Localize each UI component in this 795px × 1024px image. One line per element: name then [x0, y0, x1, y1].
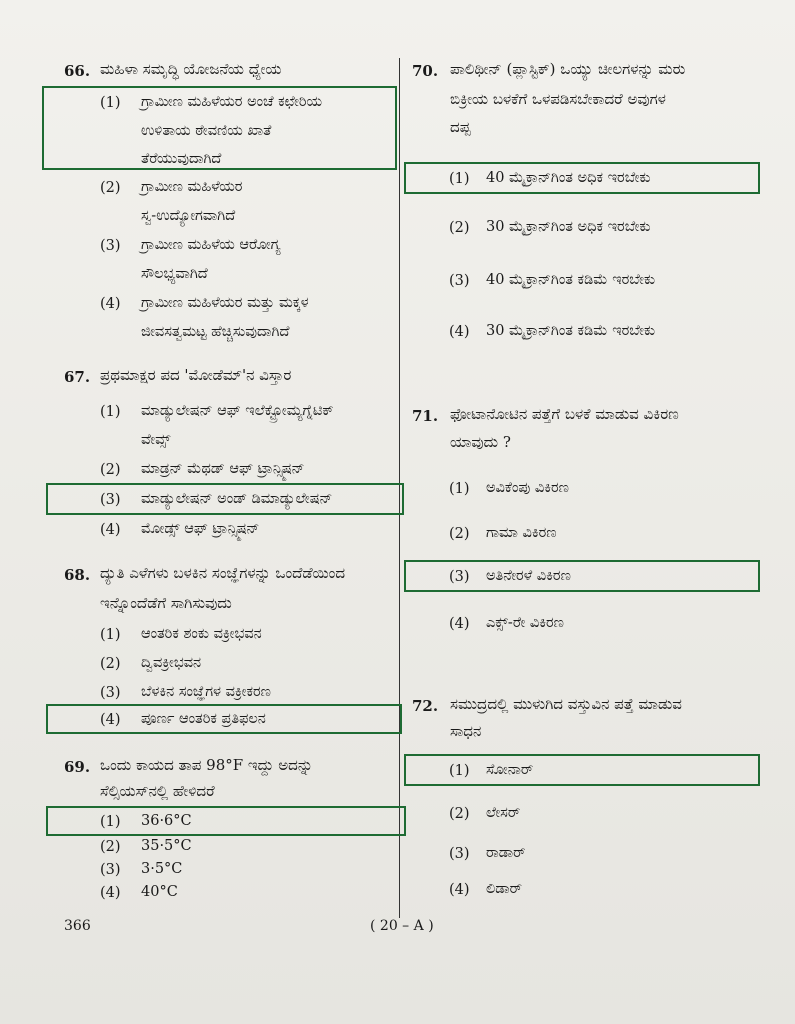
q66-option-4-number: (4) — [100, 296, 121, 312]
question-72-line-1: ಸಮುದ್ರದಲ್ಲಿ ಮುಳುಗಿದ ವಸ್ತುವಿನ ಪತ್ತೆ ಮಾಡುವ — [450, 695, 682, 713]
q66-option-4-line-2: ಜೀವಸತ್ವಮಟ್ಟ ಹೆಚ್ಚಿಸುವುದಾಗಿದೆ — [141, 324, 290, 340]
q71-option-2-line-1: ಗಾಮಾ ವಿಕಿರಣ — [486, 525, 557, 541]
q71-option-4-number: (4) — [449, 616, 470, 632]
q70-option-3-line-1: 40 ಮೈಕ್ರಾನ್‌ಗಿಂತ ಕಡಿಮೆ ಇರಬೇಕು — [486, 272, 656, 288]
q66-option-2-line-1: ಗ್ರಾಮೀಣ ಮಹಿಳೆಯರ — [141, 179, 243, 195]
q70-option-1-line-1: 40 ಮೈಕ್ರಾನ್‌ಗಿಂತ ಅಧಿಕ ಇರಬೇಕು — [486, 170, 651, 186]
q68-option-4-number: (4) — [100, 712, 121, 728]
q68-option-1-line-1: ಆಂತರಿಕ ಶಂಕು ವಕ್ರೀಭವನ — [141, 626, 262, 642]
q69-option-3-line-1: 3·5°C — [141, 861, 183, 877]
q66-option-1-number: (1) — [100, 95, 121, 111]
q67-option-4-number: (4) — [100, 522, 121, 538]
question-68-line-1: ದ್ಯುತಿ ಎಳೆಗಳು ಬಳಕಿನ ಸಂಜ್ಞೆಗಳನ್ನು ಒಂದೆಡೆಯಿಂದ — [100, 564, 346, 582]
q66-option-3-number: (3) — [100, 238, 121, 254]
q66-option-2-number: (2) — [100, 180, 121, 196]
q67-option-1-line-2: ವೇವ್ಸ್ — [141, 432, 171, 448]
q70-option-1-number: (1) — [449, 171, 470, 187]
q68-option-3-number: (3) — [100, 685, 121, 701]
q68-option-2-line-1: ದ್ವಿವಕ್ರೀಭವನ — [141, 655, 202, 671]
question-68-line-2: ಇನ್ನೊಂದೆಡೆಗೆ ಸಾಗಿಸುವುದು — [100, 594, 232, 612]
question-70-line-3: ದಪ್ಪ — [450, 118, 471, 136]
q67-option-1-number: (1) — [100, 404, 121, 420]
q72-option-2-line-1: ಲೇಸರ್ — [486, 805, 521, 821]
q70-option-4-number: (4) — [449, 324, 470, 340]
question-69-line-2: ಸೆಲ್ಸಿಯಸ್‌ನಲ್ಲಿ ಹೇಳಿದರೆ — [100, 782, 215, 800]
question-69-number: 69. — [64, 758, 91, 776]
question-71-line-1: ಫೋಟಾನೋಟಿನ ಪತ್ತೆಗೆ ಬಳಕೆ ಮಾಡುವ ವಿಕಿರಣ — [450, 405, 679, 423]
question-66-text: ಮಹಿಳಾ ಸಮೃದ್ಧಿ ಯೋಜನೆಯ ಧ್ಯೇಯ — [100, 60, 282, 78]
q69-option-1-line-1: 36·6°C — [141, 813, 192, 829]
q72-option-1-line-1: ಸೋನಾರ್ — [486, 762, 534, 778]
q72-option-4-number: (4) — [449, 882, 470, 898]
q69-option-2-line-1: 35·5°C — [141, 838, 192, 854]
q68-option-1-number: (1) — [100, 627, 121, 643]
question-72-number: 72. — [412, 697, 439, 715]
question-67-text: ಪ್ರಥಮಾಕ್ಷರ ಪದ 'ಮೋಡೆಮ್'ನ ವಿಸ್ತಾರ — [100, 366, 292, 384]
q70-option-3-number: (3) — [449, 273, 470, 289]
question-71-line-2: ಯಾವುದು ? — [450, 433, 511, 451]
q67-option-4-line-1: ಮೋಡ್ಸ್ ಆಫ್ ಟ್ರಾನ್ಸ್ಮಿಷನ್ — [141, 521, 260, 537]
q66-option-1-line-2: ಉಳಿತಾಯ ಠೇವಣಿಯ ಖಾತೆ — [141, 123, 272, 139]
q66-option-1-line-1: ಗ್ರಾಮೀಣ ಮಹಿಳೆಯರ ಅಂಚೆ ಕಛೇರಿಯ — [141, 94, 323, 110]
q67-option-3-line-1: ಮಾಡ್ಯುಲೇಷನ್ ಅಂಡ್ ಡಿಮಾಡ್ಯುಲೇಷನ್ — [141, 491, 333, 507]
question-69-line-1: ಒಂದು ಕಾಯದ ತಾಪ 98°F ಇದ್ದು ಅದನ್ನು — [100, 756, 313, 774]
question-70-line-2: ಬಿಕ್ರೀಯ ಬಳಕೆಗೆ ಒಳಪಡಿಸಬೇಕಾದರೆ ಅವುಗಳ — [450, 90, 666, 108]
question-70-line-1: ಪಾಲಿಥೀನ್ (ಪ್ಲಾಸ್ಟಿಕ್) ಒಯ್ಯು ಚೀಲಗಳನ್ನು ಮರು — [450, 60, 686, 78]
question-66-number: 66. — [64, 62, 91, 80]
question-70-number: 70. — [412, 62, 439, 80]
q69-option-2-number: (2) — [100, 839, 121, 855]
q70-option-2-line-1: 30 ಮೈಕ್ರಾನ್‌ಗಿಂತ ಅಧಿಕ ಇರಬೇಕು — [486, 219, 651, 235]
q66-option-3-line-1: ಗ್ರಾಮೀಣ ಮಹಿಳೆಯ ಆರೋಗ್ಯ — [141, 237, 281, 253]
q68-option-2-number: (2) — [100, 656, 121, 672]
q70-option-4-line-1: 30 ಮೈಕ್ರಾನ್‌ಗಿಂತ ಕಡಿಮೆ ಇರಬೇಕು — [486, 323, 656, 339]
q71-option-1-line-1: ಅವಿಕೆಂಪು ವಿಕಿರಣ — [486, 480, 569, 496]
q66-option-2-line-2: ಸ್ವ-ಉದ್ಯೋಗವಾಗಿದೆ — [141, 208, 236, 224]
q70-option-2-number: (2) — [449, 220, 470, 236]
q72-option-3-line-1: ರಾಡಾರ್ — [486, 845, 526, 861]
q72-option-4-line-1: ಲಿಡಾರ್ — [486, 881, 522, 897]
booklet-code: ( 20 – A ) — [370, 918, 434, 934]
q66-option-4-line-1: ಗ್ರಾಮೀಣ ಮಹಿಳೆಯರ ಮತ್ತು ಮಕ್ಕಳ — [141, 295, 309, 311]
q71-option-3-number: (3) — [449, 569, 470, 585]
q67-option-3-number: (3) — [100, 492, 121, 508]
q67-option-1-line-1: ಮಾಡ್ಯುಲೇಷನ್ ಆಫ್ ಇಲೆಕ್ಟ್ರೋಮ್ಯಗ್ನೆಟಿಕ್ — [141, 403, 334, 419]
q67-option-2-line-1: ಮಾಡ್ರನ್ ಮೆಥಡ್ ಆಫ್ ಟ್ರಾನ್ಸ್ಮಿಷನ್ — [141, 461, 305, 477]
q66-option-3-line-2: ಸೌಲಭ್ಯವಾಗಿದೆ — [141, 266, 208, 282]
q71-option-2-number: (2) — [449, 526, 470, 542]
q71-option-4-line-1: ಎಕ್ಸ್‌-ರೇ ವಿಕಿರಣ — [486, 615, 564, 631]
q69-option-1-number: (1) — [100, 814, 121, 830]
question-72-line-2: ಸಾಧನ — [450, 722, 482, 740]
q72-option-2-number: (2) — [449, 806, 470, 822]
question-68-number: 68. — [64, 566, 91, 584]
q69-option-3-number: (3) — [100, 862, 121, 878]
question-67-number: 67. — [64, 368, 91, 386]
page-number: 366 — [64, 918, 91, 934]
q68-option-3-line-1: ಬೆಳಕಿನ ಸಂಜ್ಞೆಗಳ ವಕ್ರೀಕರಣ — [141, 684, 271, 700]
q71-option-1-number: (1) — [449, 481, 470, 497]
question-71-number: 71. — [412, 407, 439, 425]
q69-option-4-number: (4) — [100, 885, 121, 901]
q69-option-4-line-1: 40°C — [141, 884, 178, 900]
q66-option-1-line-3: ತೆರೆಯುವುದಾಗಿದೆ — [141, 151, 222, 167]
q67-option-2-number: (2) — [100, 462, 121, 478]
q68-option-4-line-1: ಪೂರ್ಣ ಆಂತರಿಕ ಪ್ರತಿಫಲನ — [141, 711, 266, 727]
q72-option-1-number: (1) — [449, 763, 470, 779]
q71-option-3-line-1: ಅತಿನೇರಳೆ ವಿಕಿರಣ — [486, 568, 571, 584]
q72-option-3-number: (3) — [449, 846, 470, 862]
